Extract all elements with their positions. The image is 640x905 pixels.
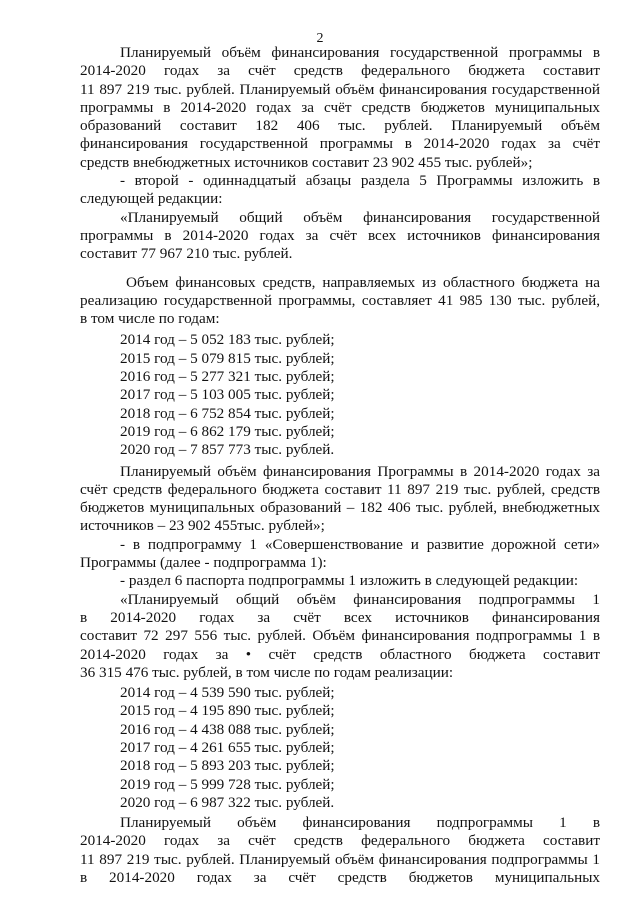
text-line: в 2014-2020 годах за счёт всех источников финансирования xyxy=(80,608,600,626)
year-item: 2018 год – 6 752 854 тыс. рублей; xyxy=(120,404,335,422)
year-item: 2017 год – 5 103 005 тыс. рублей; xyxy=(120,386,335,404)
text-line: 11 897 219 тыс. рублей. Планируемый объём финансирования государственной xyxy=(80,80,600,98)
yearly-funding-list xyxy=(80,331,600,459)
paragraph-subprogram1-federal xyxy=(80,814,600,887)
text-line: следующей редакции: xyxy=(80,190,223,208)
paragraph-program-funding-sources xyxy=(80,463,600,536)
text-line: составит 72 297 556 тыс. рублей. Объём финансирования подпрограммы 1 в xyxy=(80,627,600,645)
year-item: 2016 год – 5 277 321 тыс. рублей; xyxy=(120,368,335,386)
paragraph-subprogram1-funding xyxy=(80,591,600,682)
year-item: 2016 год – 4 438 088 тыс. рублей; xyxy=(120,720,335,738)
document-body xyxy=(80,44,600,887)
text-line: Планируемый объём финансирования подпрограммы 1 в xyxy=(120,814,600,832)
text-line: Объем финансовых средств, направляемых из областного бюджета на xyxy=(126,273,600,291)
text-line: 2014-2020 годах за счёт средств федерального бюджета составит xyxy=(80,62,600,80)
text-line: 11 897 219 тыс. рублей. Планируемый объём финансирования подпрограммы 1 xyxy=(80,850,600,868)
paragraph-section5-amendment xyxy=(80,172,600,209)
text-line: Планируемый объём финансирования государственной программы в xyxy=(120,44,600,61)
year-item: 2019 год – 5 999 728 тыс. рублей; xyxy=(120,775,335,793)
text-line: в том числе по годам: xyxy=(80,310,220,328)
text-line: в 2014-2020 годах за счёт средств бюджетов муниципальных xyxy=(80,869,600,887)
text-line: Планируемый объём финансирования Программы в 2014-2020 годах за xyxy=(120,462,600,480)
text-line: Программы (далее - подпрограмма 1): xyxy=(80,554,327,572)
text-line: - второй - одиннадцатый абзацы раздела 5 Программы изложить в xyxy=(120,172,600,190)
text-line: «Планируемый общий объём финансирования подпрограммы 1 xyxy=(120,590,600,608)
year-item: 2019 год – 6 862 179 тыс. рублей; xyxy=(120,422,335,440)
year-item: 2020 год – 6 987 322 тыс. рублей. xyxy=(120,793,335,811)
yearly-funding-list-subprogram xyxy=(80,684,600,812)
text-line: источников – 23 902 455тыс. рублей»; xyxy=(80,517,325,535)
text-line: 2014-2020 годах за • счёт средств областного бюджета составит xyxy=(80,645,600,663)
year-item: 2017 год – 4 261 655 тыс. рублей; xyxy=(120,738,335,756)
text-line: 2014-2020 годах за счёт средств федерального бюджета составит xyxy=(80,832,600,850)
text-line: - раздел 6 паспорта подпрограммы 1 изложить в следующей редакции: xyxy=(120,572,579,590)
text-line: «Планируемый общий объём финансирования государственной xyxy=(120,208,600,226)
text-line: счёт средств федерального бюджета составит 11 897 219 тыс. рублей, средств xyxy=(80,480,600,498)
year-item: 2014 год – 5 052 183 тыс. рублей; xyxy=(120,331,335,349)
paragraph-passport-section6 xyxy=(80,572,600,590)
text-line: образований составит 182 406 тыс. рублей. Планируемый объём xyxy=(80,117,600,135)
text-line: программы в 2014-2020 годах за счёт средств бюджетов муниципальных xyxy=(80,98,600,116)
year-item: 2015 год – 4 195 890 тыс. рублей; xyxy=(120,702,335,720)
year-item: 2020 год – 7 857 773 тыс. рублей. xyxy=(120,441,335,459)
text-line: - в подпрограмму 1 «Совершенствование и развитие дорожной сети» xyxy=(120,535,600,553)
year-item: 2018 год – 5 893 203 тыс. рублей; xyxy=(120,757,335,775)
paragraph-subprogram1 xyxy=(80,536,600,573)
paragraph-federal-funding xyxy=(80,44,600,172)
text-line: составит 77 967 210 тыс. рублей. xyxy=(80,245,293,263)
year-item: 2015 год – 5 079 815 тыс. рублей; xyxy=(120,349,335,367)
text-line: бюджетов муниципальных образований – 182 406 тыс. рублей, внебюджетных xyxy=(80,499,600,517)
year-item: 2014 год – 4 539 590 тыс. рублей; xyxy=(120,684,335,702)
text-line: финансирования государственной программы в 2014-2020 годах за счёт xyxy=(80,135,600,153)
paragraph-regional-budget xyxy=(80,274,600,329)
page-number: 2 xyxy=(316,31,324,46)
text-line: средств внебюджетных источников составит 23 902 455 тыс. рублей»; xyxy=(80,153,533,171)
paragraph-total-funding xyxy=(80,209,600,264)
text-line: программы в 2014-2020 годах за счёт всех источников финансирования xyxy=(80,226,600,244)
text-line: 36 315 476 тыс. рублей, в том числе по годам реализации: xyxy=(80,663,454,681)
text-line: реализацию государственной программы, составляет 41 985 130 тыс. рублей, xyxy=(80,291,600,309)
